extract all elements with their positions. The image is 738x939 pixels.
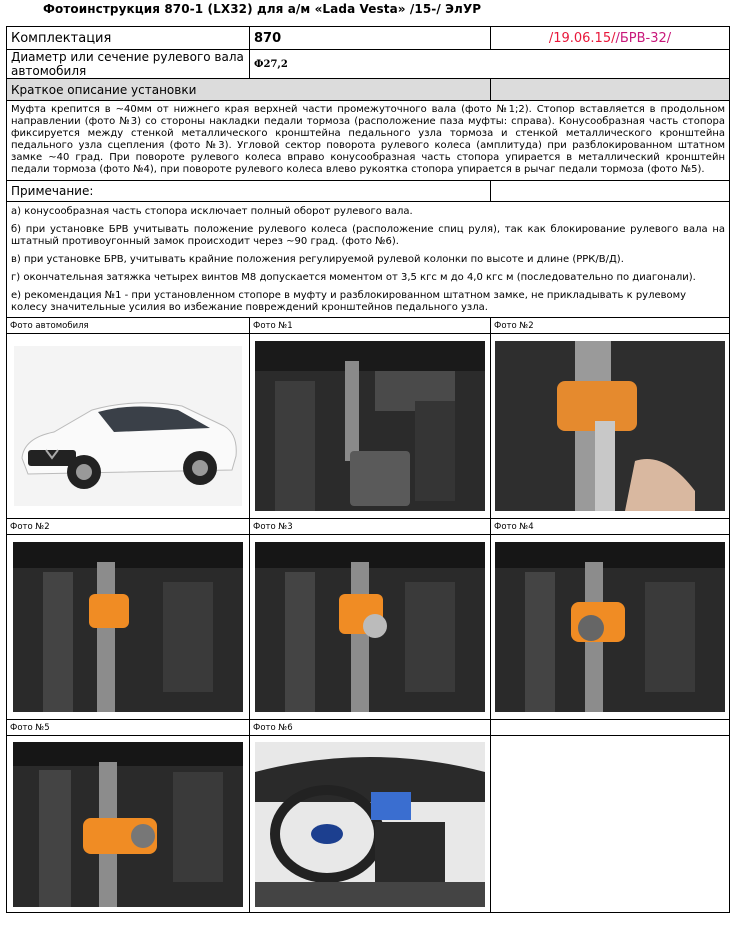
photo-caption: Фото №2 bbox=[491, 318, 730, 334]
note-item-a: а) конусообразная часть стопора исключает полный оборот рулевого вала. bbox=[11, 206, 413, 217]
short-desc-text: Муфта крепится в ~40мм от нижнего края верхней части промежуточного вала (фото №1;2). Стопор вставляется в продольном направлении (фото №3) со стороны накладки педали тормоза (расположение паза муфты: справа). Конусообразная часть стопора фиксируется между стенкой металлического кронштейна педального узла тормоза и стенкой металлического кронштейна педального узла сцепления (фото №3). Угловой сектор поворота рулевого колеса (амплитуда) при разблокированном штатном замке ~40 град. При повороте рулевого колеса вправо конусообразная часть стопора упирается в металлический кронштейн педали тормоза (фото №4), при повороте рулевого колеса влево рукоятка стопора упирается в рычаг педали тормоза (фото №5). bbox=[7, 101, 730, 181]
note-item-e: е) рекомендация №1 - при установленном стопоре в муфту и разблокированном штатном замке, не прикладывать к рулевому колесу значительные усилия во избежание повреждений кронштейнов педального узла. bbox=[11, 290, 687, 313]
note-item-g: г) окончательная затяжка четырех винтов М8 допускается моментом от 3,5 кгс м до 4,0 кгс м (последовательно по диагонали). bbox=[11, 272, 696, 283]
photo-caption: Фото автомобиля bbox=[7, 318, 250, 334]
photo-3 bbox=[250, 535, 491, 720]
right-turn-stop-image bbox=[495, 542, 725, 712]
photo-4 bbox=[491, 535, 730, 720]
photo-empty bbox=[491, 736, 730, 913]
photo-caption: Фото №1 bbox=[250, 318, 491, 334]
komplektaciya-label: Комплектация bbox=[7, 27, 250, 50]
photo-caption: Фото №2 bbox=[7, 519, 250, 535]
document-title: Фотоинструкция 870-1 (LX32) для а/м «Lada Vesta» /15-/ ЭлУР bbox=[43, 2, 482, 16]
diameter-value: Ф27,2 bbox=[250, 50, 730, 79]
stopper-inserted-image bbox=[255, 542, 485, 712]
photo-2a bbox=[491, 334, 730, 519]
coupling-installed-image bbox=[13, 542, 243, 712]
photo-caption: Фото №6 bbox=[250, 720, 491, 736]
komplektaciya-meta bbox=[491, 27, 730, 50]
code-stamp: /БРВ-32/ bbox=[615, 30, 672, 46]
photo-6 bbox=[250, 736, 491, 913]
instruction-table bbox=[6, 26, 730, 913]
notes-label-blank bbox=[491, 181, 730, 202]
photo-1 bbox=[250, 334, 491, 519]
photo-caption: Фото №3 bbox=[250, 519, 491, 535]
short-desc-label: Краткое описание установки bbox=[7, 79, 491, 101]
notes-label: Примечание: bbox=[7, 181, 491, 202]
notes-list bbox=[7, 202, 730, 318]
coupling-measure-image bbox=[495, 341, 725, 511]
photo-car bbox=[7, 334, 250, 519]
photo-caption: Фото №4 bbox=[491, 519, 730, 535]
short-desc-label-blank bbox=[491, 79, 730, 101]
note-item-b: б) при установке БРВ учитывать положение рулевого колеса (расположение спиц руля), так как блокирование рулевого вала на штатный противоугонный замок происходит через ~90 град. (фото №6). bbox=[11, 224, 725, 247]
car-image bbox=[14, 346, 242, 506]
dashboard-image bbox=[255, 742, 485, 907]
komplektaciya-value: 870 bbox=[250, 27, 491, 50]
diameter-label: Диаметр или сечение рулевого вала автомобиля bbox=[7, 50, 250, 79]
photo-2b bbox=[7, 535, 250, 720]
pedal-photo-image bbox=[255, 341, 485, 511]
photo-5 bbox=[7, 736, 250, 913]
photo-caption-empty bbox=[491, 720, 730, 736]
note-item-v: в) при установке БРВ, учитывать крайние положения регулируемой рулевой колонки по высоте и длине (РРК/В/Д). bbox=[11, 254, 624, 265]
left-turn-stop-image bbox=[13, 742, 243, 907]
photo-caption: Фото №5 bbox=[7, 720, 250, 736]
date-stamp: /19.06.15/ bbox=[548, 30, 616, 46]
